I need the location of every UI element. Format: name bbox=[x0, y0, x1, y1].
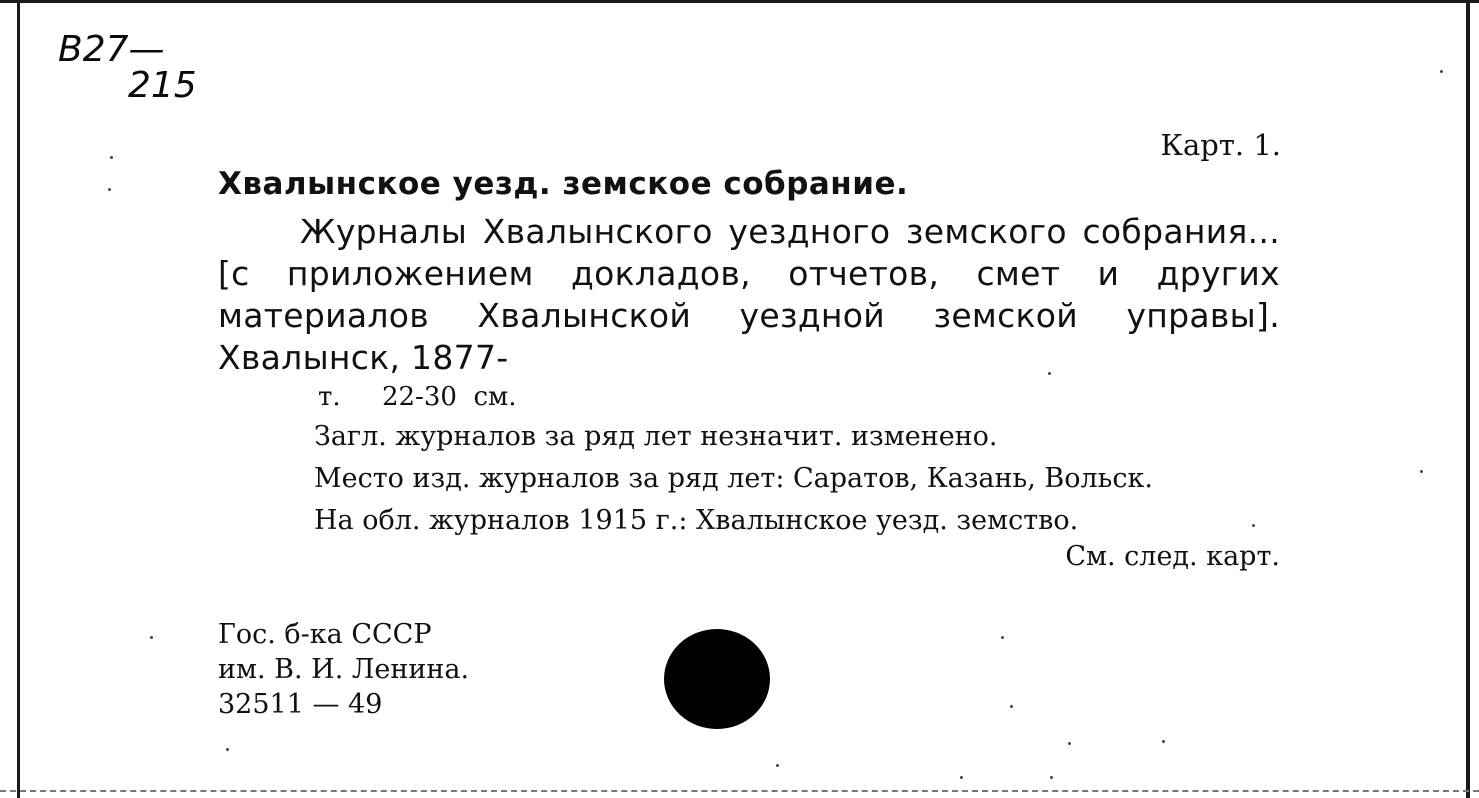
scan-speck bbox=[1050, 776, 1053, 779]
scan-speck bbox=[150, 636, 153, 639]
scan-speck bbox=[1440, 70, 1443, 73]
scan-speck bbox=[1420, 470, 1423, 473]
card-border-left bbox=[17, 0, 20, 798]
library-name: Гос. б-ка СССР bbox=[218, 619, 432, 650]
entry-note: Загл. журналов за ряд лет незначит. изменено. bbox=[314, 421, 998, 452]
library-code: 32511 — 49 bbox=[218, 689, 383, 720]
card-border-top bbox=[0, 0, 1479, 3]
scan-speck bbox=[776, 764, 779, 767]
shelfmark-line-1: B27— bbox=[58, 29, 165, 70]
scan-speck bbox=[108, 188, 111, 191]
entry-heading: Хвалынское уезд. земское собрание. bbox=[218, 166, 909, 202]
scan-speck bbox=[1068, 742, 1071, 745]
entry-note: Место изд. журналов за ряд лет: Саратов, Казань, Вольск. bbox=[314, 463, 1153, 494]
scan-speck bbox=[110, 156, 113, 159]
scan-speck bbox=[1252, 524, 1255, 527]
scan-speck bbox=[1162, 740, 1165, 743]
shelfmark-line-2: 215 bbox=[128, 65, 197, 106]
library-dedication: им. В. И. Ленина. bbox=[218, 654, 470, 685]
library-stamp bbox=[218, 617, 469, 722]
handwritten-shelfmark bbox=[58, 30, 197, 106]
entry-title: Журналы Хвалынского уездного земского собрания... [с приложением докладов, отчетов, смет и других материалов Хвалынской уездной земской управы]. Хвалынск, 1877- bbox=[218, 212, 1280, 377]
card-number: Карт. 1. bbox=[1160, 128, 1281, 162]
card-border-bottom bbox=[0, 790, 1479, 792]
punch-hole bbox=[664, 629, 770, 729]
entry-extent: т. 22-30 см. bbox=[318, 382, 517, 412]
scan-speck bbox=[960, 776, 963, 779]
scan-speck bbox=[226, 748, 229, 751]
bibliographic-entry bbox=[218, 163, 1280, 575]
card-border-right bbox=[1466, 0, 1470, 798]
see-next-card: См. след. карт. bbox=[1065, 541, 1280, 572]
scan-speck bbox=[1048, 372, 1051, 375]
entry-note: На обл. журналов 1915 г.: Хвалынское уезд. земство. bbox=[314, 505, 1079, 536]
scan-speck bbox=[1010, 705, 1013, 708]
scan-speck bbox=[1001, 636, 1004, 639]
